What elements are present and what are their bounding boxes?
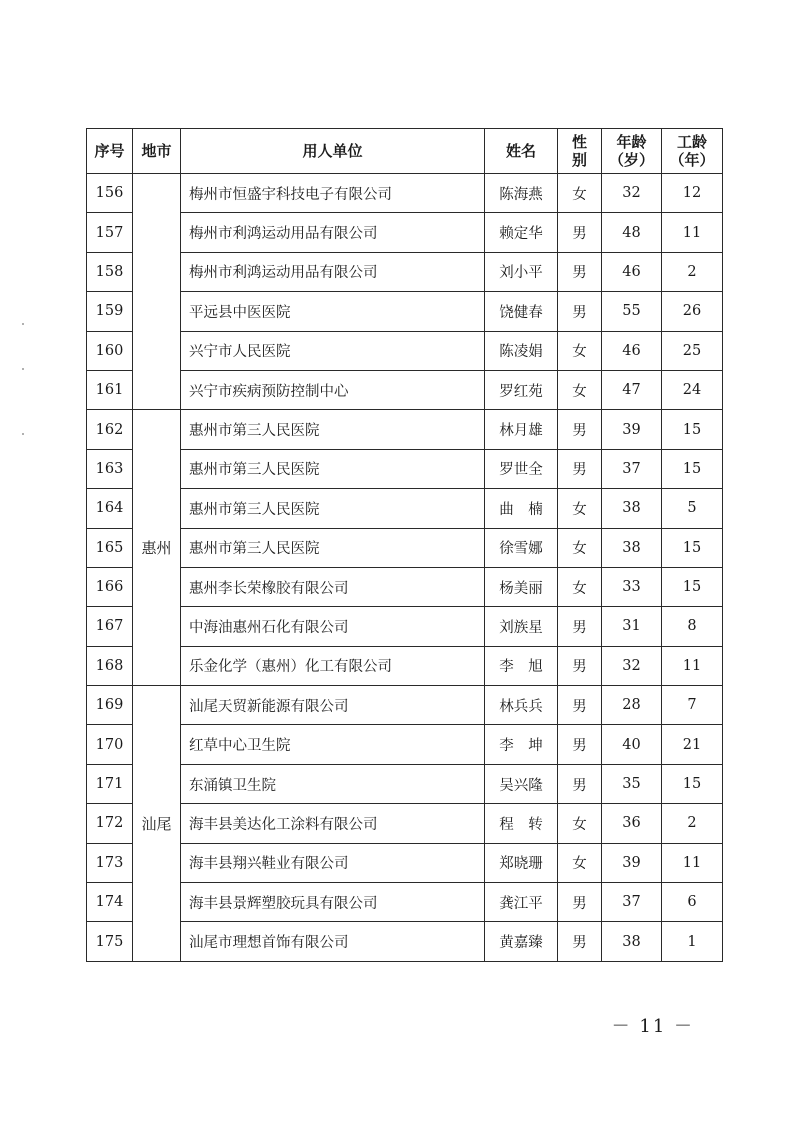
seq-cell: 172 <box>87 804 133 843</box>
unit-cell: 汕尾天贸新能源有限公司 <box>181 686 485 725</box>
gender-cell: 男 <box>558 764 602 803</box>
header-age <box>602 129 662 174</box>
header-row <box>87 129 723 174</box>
age-cell: 55 <box>602 292 662 331</box>
gender-cell: 女 <box>558 331 602 370</box>
gender-cell: 女 <box>558 804 602 843</box>
service-cell: 15 <box>662 449 723 488</box>
name-cell: 饶健春 <box>485 292 558 331</box>
city-cell: 惠州 <box>133 410 181 686</box>
table-row <box>87 252 723 291</box>
service-cell: 1 <box>662 922 723 961</box>
table-row <box>87 331 723 370</box>
age-cell: 32 <box>602 174 662 213</box>
city-cell <box>133 174 181 410</box>
age-cell: 38 <box>602 922 662 961</box>
service-cell: 15 <box>662 567 723 606</box>
header-city: 地市 <box>133 129 181 174</box>
table-row <box>87 449 723 488</box>
service-cell: 15 <box>662 764 723 803</box>
table-header <box>87 129 723 174</box>
gender-cell: 女 <box>558 528 602 567</box>
seq-cell: 175 <box>87 922 133 961</box>
name-cell: 龚江平 <box>485 883 558 922</box>
service-cell: 26 <box>662 292 723 331</box>
seq-cell: 158 <box>87 252 133 291</box>
name-cell: 吴兴隆 <box>485 764 558 803</box>
name-cell: 陈海燕 <box>485 174 558 213</box>
name-cell: 赖定华 <box>485 213 558 252</box>
unit-cell: 梅州市利鸿运动用品有限公司 <box>181 252 485 291</box>
name-cell: 林月雄 <box>485 410 558 449</box>
gender-cell: 男 <box>558 213 602 252</box>
seq-cell: 161 <box>87 370 133 409</box>
service-cell: 21 <box>662 725 723 764</box>
age-cell: 46 <box>602 252 662 291</box>
gender-cell: 女 <box>558 567 602 606</box>
age-cell: 32 <box>602 646 662 685</box>
gender-cell: 男 <box>558 252 602 291</box>
age-cell: 46 <box>602 331 662 370</box>
table-row <box>87 843 723 882</box>
unit-cell: 惠州李长荣橡胶有限公司 <box>181 567 485 606</box>
service-cell: 15 <box>662 410 723 449</box>
header-age-line2: （岁） <box>608 151 654 169</box>
table-row <box>87 883 723 922</box>
seq-cell: 166 <box>87 567 133 606</box>
name-cell: 黄嘉臻 <box>485 922 558 961</box>
scan-speck <box>22 368 24 370</box>
header-seq: 序号 <box>87 129 133 174</box>
age-cell: 31 <box>602 607 662 646</box>
gender-cell: 女 <box>558 370 602 409</box>
table-row <box>87 567 723 606</box>
gender-cell: 女 <box>558 174 602 213</box>
age-cell: 38 <box>602 528 662 567</box>
gender-cell: 男 <box>558 922 602 961</box>
table-row <box>87 528 723 567</box>
header-age-line1: 年龄 <box>616 133 647 151</box>
age-cell: 28 <box>602 686 662 725</box>
gender-cell: 男 <box>558 725 602 764</box>
table-row <box>87 922 723 961</box>
table-row <box>87 213 723 252</box>
unit-cell: 梅州市恒盛宇科技电子有限公司 <box>181 174 485 213</box>
unit-cell: 惠州市第三人民医院 <box>181 489 485 528</box>
table-row <box>87 292 723 331</box>
table-row <box>87 174 723 213</box>
age-cell: 40 <box>602 725 662 764</box>
age-cell: 38 <box>602 489 662 528</box>
seq-cell: 173 <box>87 843 133 882</box>
scan-speck <box>22 433 24 435</box>
age-cell: 39 <box>602 410 662 449</box>
seq-cell: 171 <box>87 764 133 803</box>
service-cell: 6 <box>662 883 723 922</box>
age-cell: 33 <box>602 567 662 606</box>
roster-table <box>86 128 723 962</box>
service-cell: 8 <box>662 607 723 646</box>
service-cell: 2 <box>662 804 723 843</box>
header-gender-line1: 性 <box>571 133 587 151</box>
name-cell: 刘小平 <box>485 252 558 291</box>
unit-cell: 海丰县美达化工涂料有限公司 <box>181 804 485 843</box>
age-cell: 39 <box>602 843 662 882</box>
gender-cell: 男 <box>558 449 602 488</box>
page-number: － 11 － <box>611 1016 694 1037</box>
service-cell: 5 <box>662 489 723 528</box>
service-cell: 7 <box>662 686 723 725</box>
age-cell: 36 <box>602 804 662 843</box>
table-row <box>87 725 723 764</box>
service-cell: 15 <box>662 528 723 567</box>
table-row <box>87 764 723 803</box>
header-unit: 用人单位 <box>181 129 485 174</box>
header-service <box>662 129 723 174</box>
gender-cell: 男 <box>558 292 602 331</box>
name-cell: 郑晓珊 <box>485 843 558 882</box>
service-cell: 12 <box>662 174 723 213</box>
header-service-line1: 工龄 <box>676 133 707 151</box>
name-cell: 陈凌娟 <box>485 331 558 370</box>
age-cell: 47 <box>602 370 662 409</box>
gender-cell: 女 <box>558 843 602 882</box>
name-cell: 李 坤 <box>485 725 558 764</box>
unit-cell: 惠州市第三人民医院 <box>181 410 485 449</box>
name-cell: 罗世全 <box>485 449 558 488</box>
unit-cell: 红草中心卫生院 <box>181 725 485 764</box>
gender-cell: 男 <box>558 883 602 922</box>
table-row <box>87 410 723 449</box>
table-body <box>87 174 723 962</box>
table-row <box>87 804 723 843</box>
age-cell: 35 <box>602 764 662 803</box>
unit-cell: 乐金化学（惠州）化工有限公司 <box>181 646 485 685</box>
seq-cell: 157 <box>87 213 133 252</box>
age-cell: 37 <box>602 883 662 922</box>
unit-cell: 海丰县景辉塑胶玩具有限公司 <box>181 883 485 922</box>
seq-cell: 165 <box>87 528 133 567</box>
seq-cell: 167 <box>87 607 133 646</box>
gender-cell: 男 <box>558 607 602 646</box>
unit-cell: 平远县中医医院 <box>181 292 485 331</box>
seq-cell: 174 <box>87 883 133 922</box>
gender-cell: 男 <box>558 410 602 449</box>
name-cell: 杨美丽 <box>485 567 558 606</box>
name-cell: 曲 楠 <box>485 489 558 528</box>
service-cell: 11 <box>662 213 723 252</box>
service-cell: 24 <box>662 370 723 409</box>
name-cell: 程 转 <box>485 804 558 843</box>
service-cell: 11 <box>662 843 723 882</box>
scan-speck <box>22 323 24 325</box>
unit-cell: 中海油惠州石化有限公司 <box>181 607 485 646</box>
unit-cell: 东涌镇卫生院 <box>181 764 485 803</box>
service-cell: 2 <box>662 252 723 291</box>
name-cell: 刘族星 <box>485 607 558 646</box>
name-cell: 徐雪娜 <box>485 528 558 567</box>
seq-cell: 159 <box>87 292 133 331</box>
unit-cell: 兴宁市疾病预防控制中心 <box>181 370 485 409</box>
unit-cell: 海丰县翔兴鞋业有限公司 <box>181 843 485 882</box>
name-cell: 罗红苑 <box>485 370 558 409</box>
table-row <box>87 489 723 528</box>
table-row <box>87 646 723 685</box>
seq-cell: 170 <box>87 725 133 764</box>
gender-cell: 男 <box>558 646 602 685</box>
city-cell: 汕尾 <box>133 686 181 962</box>
unit-cell: 汕尾市理想首饰有限公司 <box>181 922 485 961</box>
gender-cell: 女 <box>558 489 602 528</box>
name-cell: 李 旭 <box>485 646 558 685</box>
age-cell: 37 <box>602 449 662 488</box>
header-name: 姓名 <box>485 129 558 174</box>
unit-cell: 惠州市第三人民医院 <box>181 449 485 488</box>
seq-cell: 156 <box>87 174 133 213</box>
seq-cell: 169 <box>87 686 133 725</box>
seq-cell: 162 <box>87 410 133 449</box>
header-gender <box>558 129 602 174</box>
age-cell: 48 <box>602 213 662 252</box>
unit-cell: 兴宁市人民医院 <box>181 331 485 370</box>
table-row <box>87 607 723 646</box>
seq-cell: 164 <box>87 489 133 528</box>
gender-cell: 男 <box>558 686 602 725</box>
header-service-line2: （年） <box>669 151 715 169</box>
unit-cell: 惠州市第三人民医院 <box>181 528 485 567</box>
seq-cell: 163 <box>87 449 133 488</box>
table-row <box>87 370 723 409</box>
name-cell: 林兵兵 <box>485 686 558 725</box>
service-cell: 25 <box>662 331 723 370</box>
seq-cell: 160 <box>87 331 133 370</box>
unit-cell: 梅州市利鸿运动用品有限公司 <box>181 213 485 252</box>
seq-cell: 168 <box>87 646 133 685</box>
service-cell: 11 <box>662 646 723 685</box>
table-row <box>87 686 723 725</box>
header-gender-line2: 别 <box>571 151 587 169</box>
